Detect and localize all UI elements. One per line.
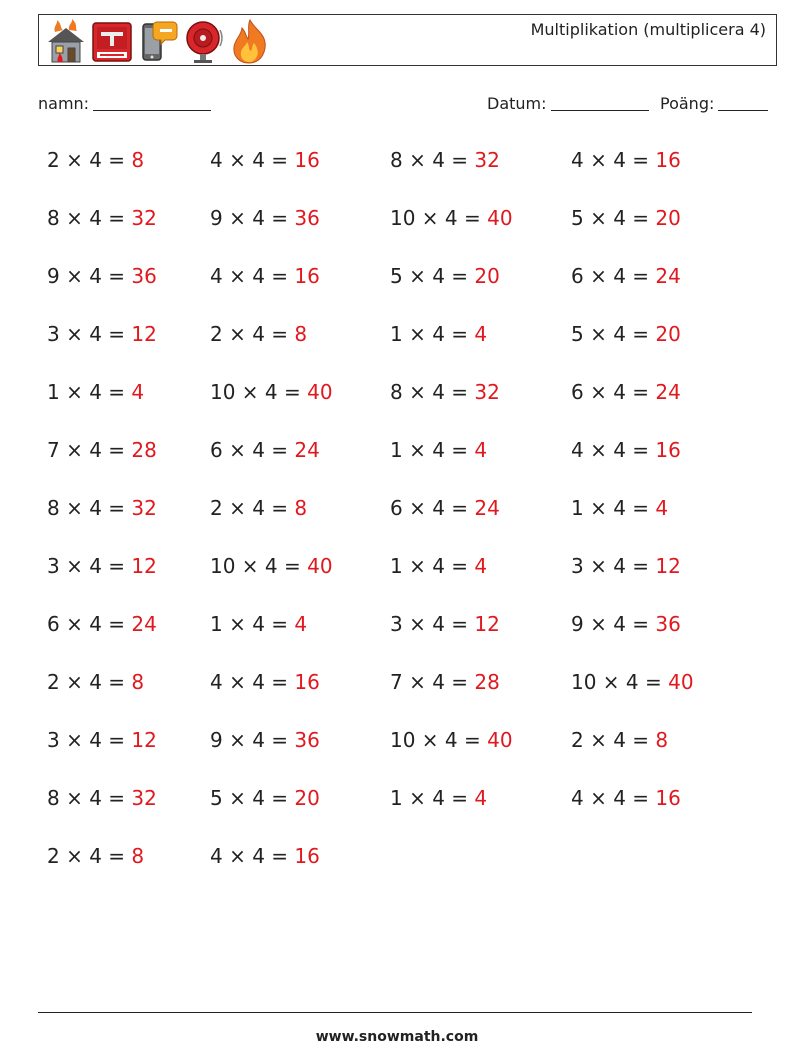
problem-item	[47, 496, 157, 520]
problem-answer: 36	[131, 264, 157, 288]
problem-answer: 20	[655, 206, 681, 230]
problem-item	[390, 380, 500, 404]
problem-answer: 8	[131, 670, 145, 694]
problem-question: 2 × 4 =	[47, 844, 132, 868]
problem-item	[47, 264, 157, 288]
problem-answer: 8	[294, 322, 308, 346]
problem-item	[210, 612, 307, 636]
problem-question: 9 × 4 =	[571, 612, 656, 636]
problem-answer: 32	[131, 206, 157, 230]
problem-question: 1 × 4 =	[390, 554, 475, 578]
problem-question: 5 × 4 =	[571, 322, 656, 346]
date-label: Datum:	[487, 94, 547, 113]
problem-item	[210, 438, 320, 462]
problem-item	[571, 438, 681, 462]
problem-item	[210, 554, 333, 578]
problem-item	[390, 612, 500, 636]
problem-answer: 16	[294, 264, 320, 288]
problem-item	[47, 380, 144, 404]
problem-item	[390, 496, 500, 520]
problem-question: 7 × 4 =	[390, 670, 475, 694]
problem-item	[47, 728, 157, 752]
problem-question: 4 × 4 =	[210, 844, 295, 868]
problem-item	[390, 554, 487, 578]
problem-item	[571, 206, 681, 230]
problem-item	[210, 380, 333, 404]
problem-answer: 16	[294, 844, 320, 868]
problem-answer: 20	[655, 322, 681, 346]
problem-answer: 16	[655, 786, 681, 810]
problem-answer: 12	[131, 322, 157, 346]
problem-question: 4 × 4 =	[210, 148, 295, 172]
problem-question: 4 × 4 =	[571, 438, 656, 462]
problem-question: 6 × 4 =	[571, 380, 656, 404]
problem-item	[210, 670, 320, 694]
problem-answer: 40	[668, 670, 694, 694]
page-title: Multiplikation (multiplicera 4)	[530, 20, 766, 39]
problem-item	[390, 786, 487, 810]
problem-answer: 12	[131, 554, 157, 578]
problem-answer: 8	[131, 148, 145, 172]
problem-question: 8 × 4 =	[47, 206, 132, 230]
problem-item	[47, 206, 157, 230]
problem-answer: 28	[131, 438, 157, 462]
problem-question: 1 × 4 =	[390, 322, 475, 346]
problem-answer: 24	[294, 438, 320, 462]
problem-answer: 32	[474, 148, 500, 172]
problem-question: 10 × 4 =	[210, 554, 308, 578]
problem-answer: 12	[131, 728, 157, 752]
problem-question: 2 × 4 =	[210, 496, 295, 520]
problem-question: 4 × 4 =	[210, 264, 295, 288]
problem-answer: 4	[474, 438, 488, 462]
problem-item	[390, 264, 500, 288]
problem-answer: 8	[294, 496, 308, 520]
problem-item	[47, 786, 157, 810]
problem-item	[210, 148, 320, 172]
problem-item	[47, 612, 157, 636]
problem-question: 3 × 4 =	[47, 322, 132, 346]
problem-answer: 32	[131, 786, 157, 810]
problem-item	[390, 670, 500, 694]
problem-item	[210, 496, 307, 520]
problem-item	[210, 264, 320, 288]
problem-answer: 16	[655, 438, 681, 462]
problem-item	[571, 380, 681, 404]
problem-answer: 12	[474, 612, 500, 636]
problem-question: 5 × 4 =	[390, 264, 475, 288]
problem-question: 4 × 4 =	[210, 670, 295, 694]
problem-answer: 16	[655, 148, 681, 172]
problem-question: 4 × 4 =	[571, 786, 656, 810]
problem-question: 6 × 4 =	[47, 612, 132, 636]
problem-item	[390, 438, 487, 462]
problem-question: 10 × 4 =	[390, 728, 488, 752]
problem-item	[571, 554, 681, 578]
problem-item	[47, 670, 144, 694]
problem-item	[390, 322, 487, 346]
problem-question: 2 × 4 =	[571, 728, 656, 752]
problem-item	[390, 206, 513, 230]
problem-question: 8 × 4 =	[47, 496, 132, 520]
problem-question: 3 × 4 =	[571, 554, 656, 578]
problem-answer: 24	[131, 612, 157, 636]
problem-item	[390, 728, 513, 752]
problem-answer: 4	[474, 322, 488, 346]
problem-question: 1 × 4 =	[390, 786, 475, 810]
problem-question: 6 × 4 =	[390, 496, 475, 520]
problem-question: 8 × 4 =	[390, 380, 475, 404]
problem-item	[571, 496, 668, 520]
problem-answer: 24	[474, 496, 500, 520]
problem-question: 8 × 4 =	[47, 786, 132, 810]
problem-answer: 32	[474, 380, 500, 404]
problem-answer: 20	[294, 786, 320, 810]
problem-item	[571, 612, 681, 636]
problem-answer: 36	[294, 206, 320, 230]
problem-question: 1 × 4 =	[390, 438, 475, 462]
problem-question: 2 × 4 =	[47, 670, 132, 694]
problem-question: 9 × 4 =	[210, 728, 295, 752]
footer-url: www.snowmath.com	[315, 1029, 479, 1045]
problem-answer: 12	[655, 554, 681, 578]
problem-item	[571, 264, 681, 288]
problem-answer: 28	[474, 670, 500, 694]
problem-answer: 4	[131, 380, 145, 404]
problem-item	[210, 322, 307, 346]
problem-answer: 40	[307, 380, 333, 404]
problem-question: 4 × 4 =	[571, 148, 656, 172]
problem-item	[210, 728, 320, 752]
problem-item	[571, 148, 681, 172]
problem-answer: 36	[655, 612, 681, 636]
problem-question: 2 × 4 =	[47, 148, 132, 172]
problem-answer: 8	[131, 844, 145, 868]
problem-answer: 16	[294, 670, 320, 694]
problem-answer: 4	[474, 786, 488, 810]
problem-item	[210, 206, 320, 230]
problem-item	[210, 844, 320, 868]
problem-answer: 40	[307, 554, 333, 578]
problem-answer: 24	[655, 380, 681, 404]
problem-answer: 4	[294, 612, 308, 636]
problem-question: 1 × 4 =	[210, 612, 295, 636]
problem-item	[571, 322, 681, 346]
problem-answer: 40	[487, 728, 513, 752]
problem-answer: 40	[487, 206, 513, 230]
problem-question: 10 × 4 =	[571, 670, 669, 694]
problem-item	[210, 786, 320, 810]
problem-question: 6 × 4 =	[210, 438, 295, 462]
problem-question: 8 × 4 =	[390, 148, 475, 172]
name-label: namn:	[38, 94, 90, 113]
problem-item	[571, 786, 681, 810]
score-label: Poäng:	[660, 94, 715, 113]
problem-item	[47, 148, 144, 172]
problem-question: 9 × 4 =	[47, 264, 132, 288]
problem-item	[47, 554, 157, 578]
problem-answer: 8	[655, 728, 669, 752]
problem-item	[47, 844, 144, 868]
problem-answer: 24	[655, 264, 681, 288]
problem-answer: 16	[294, 148, 320, 172]
problem-question: 3 × 4 =	[47, 554, 132, 578]
problem-question: 3 × 4 =	[390, 612, 475, 636]
problem-question: 1 × 4 =	[47, 380, 132, 404]
problem-answer: 4	[474, 554, 488, 578]
problem-answer: 20	[474, 264, 500, 288]
problem-item	[571, 670, 694, 694]
problem-item	[390, 148, 500, 172]
problem-question: 3 × 4 =	[47, 728, 132, 752]
problem-answer: 36	[294, 728, 320, 752]
problem-question: 10 × 4 =	[210, 380, 308, 404]
problem-question: 7 × 4 =	[47, 438, 132, 462]
problem-item	[571, 728, 668, 752]
problem-question: 5 × 4 =	[210, 786, 295, 810]
problem-question: 2 × 4 =	[210, 322, 295, 346]
problem-item	[47, 438, 157, 462]
problem-question: 10 × 4 =	[390, 206, 488, 230]
problem-answer: 32	[131, 496, 157, 520]
problem-question: 9 × 4 =	[210, 206, 295, 230]
problem-question: 6 × 4 =	[571, 264, 656, 288]
problem-question: 5 × 4 =	[571, 206, 656, 230]
footer-divider	[38, 1012, 752, 1013]
problem-item	[47, 322, 157, 346]
problem-answer: 4	[655, 496, 669, 520]
problem-question: 1 × 4 =	[571, 496, 656, 520]
